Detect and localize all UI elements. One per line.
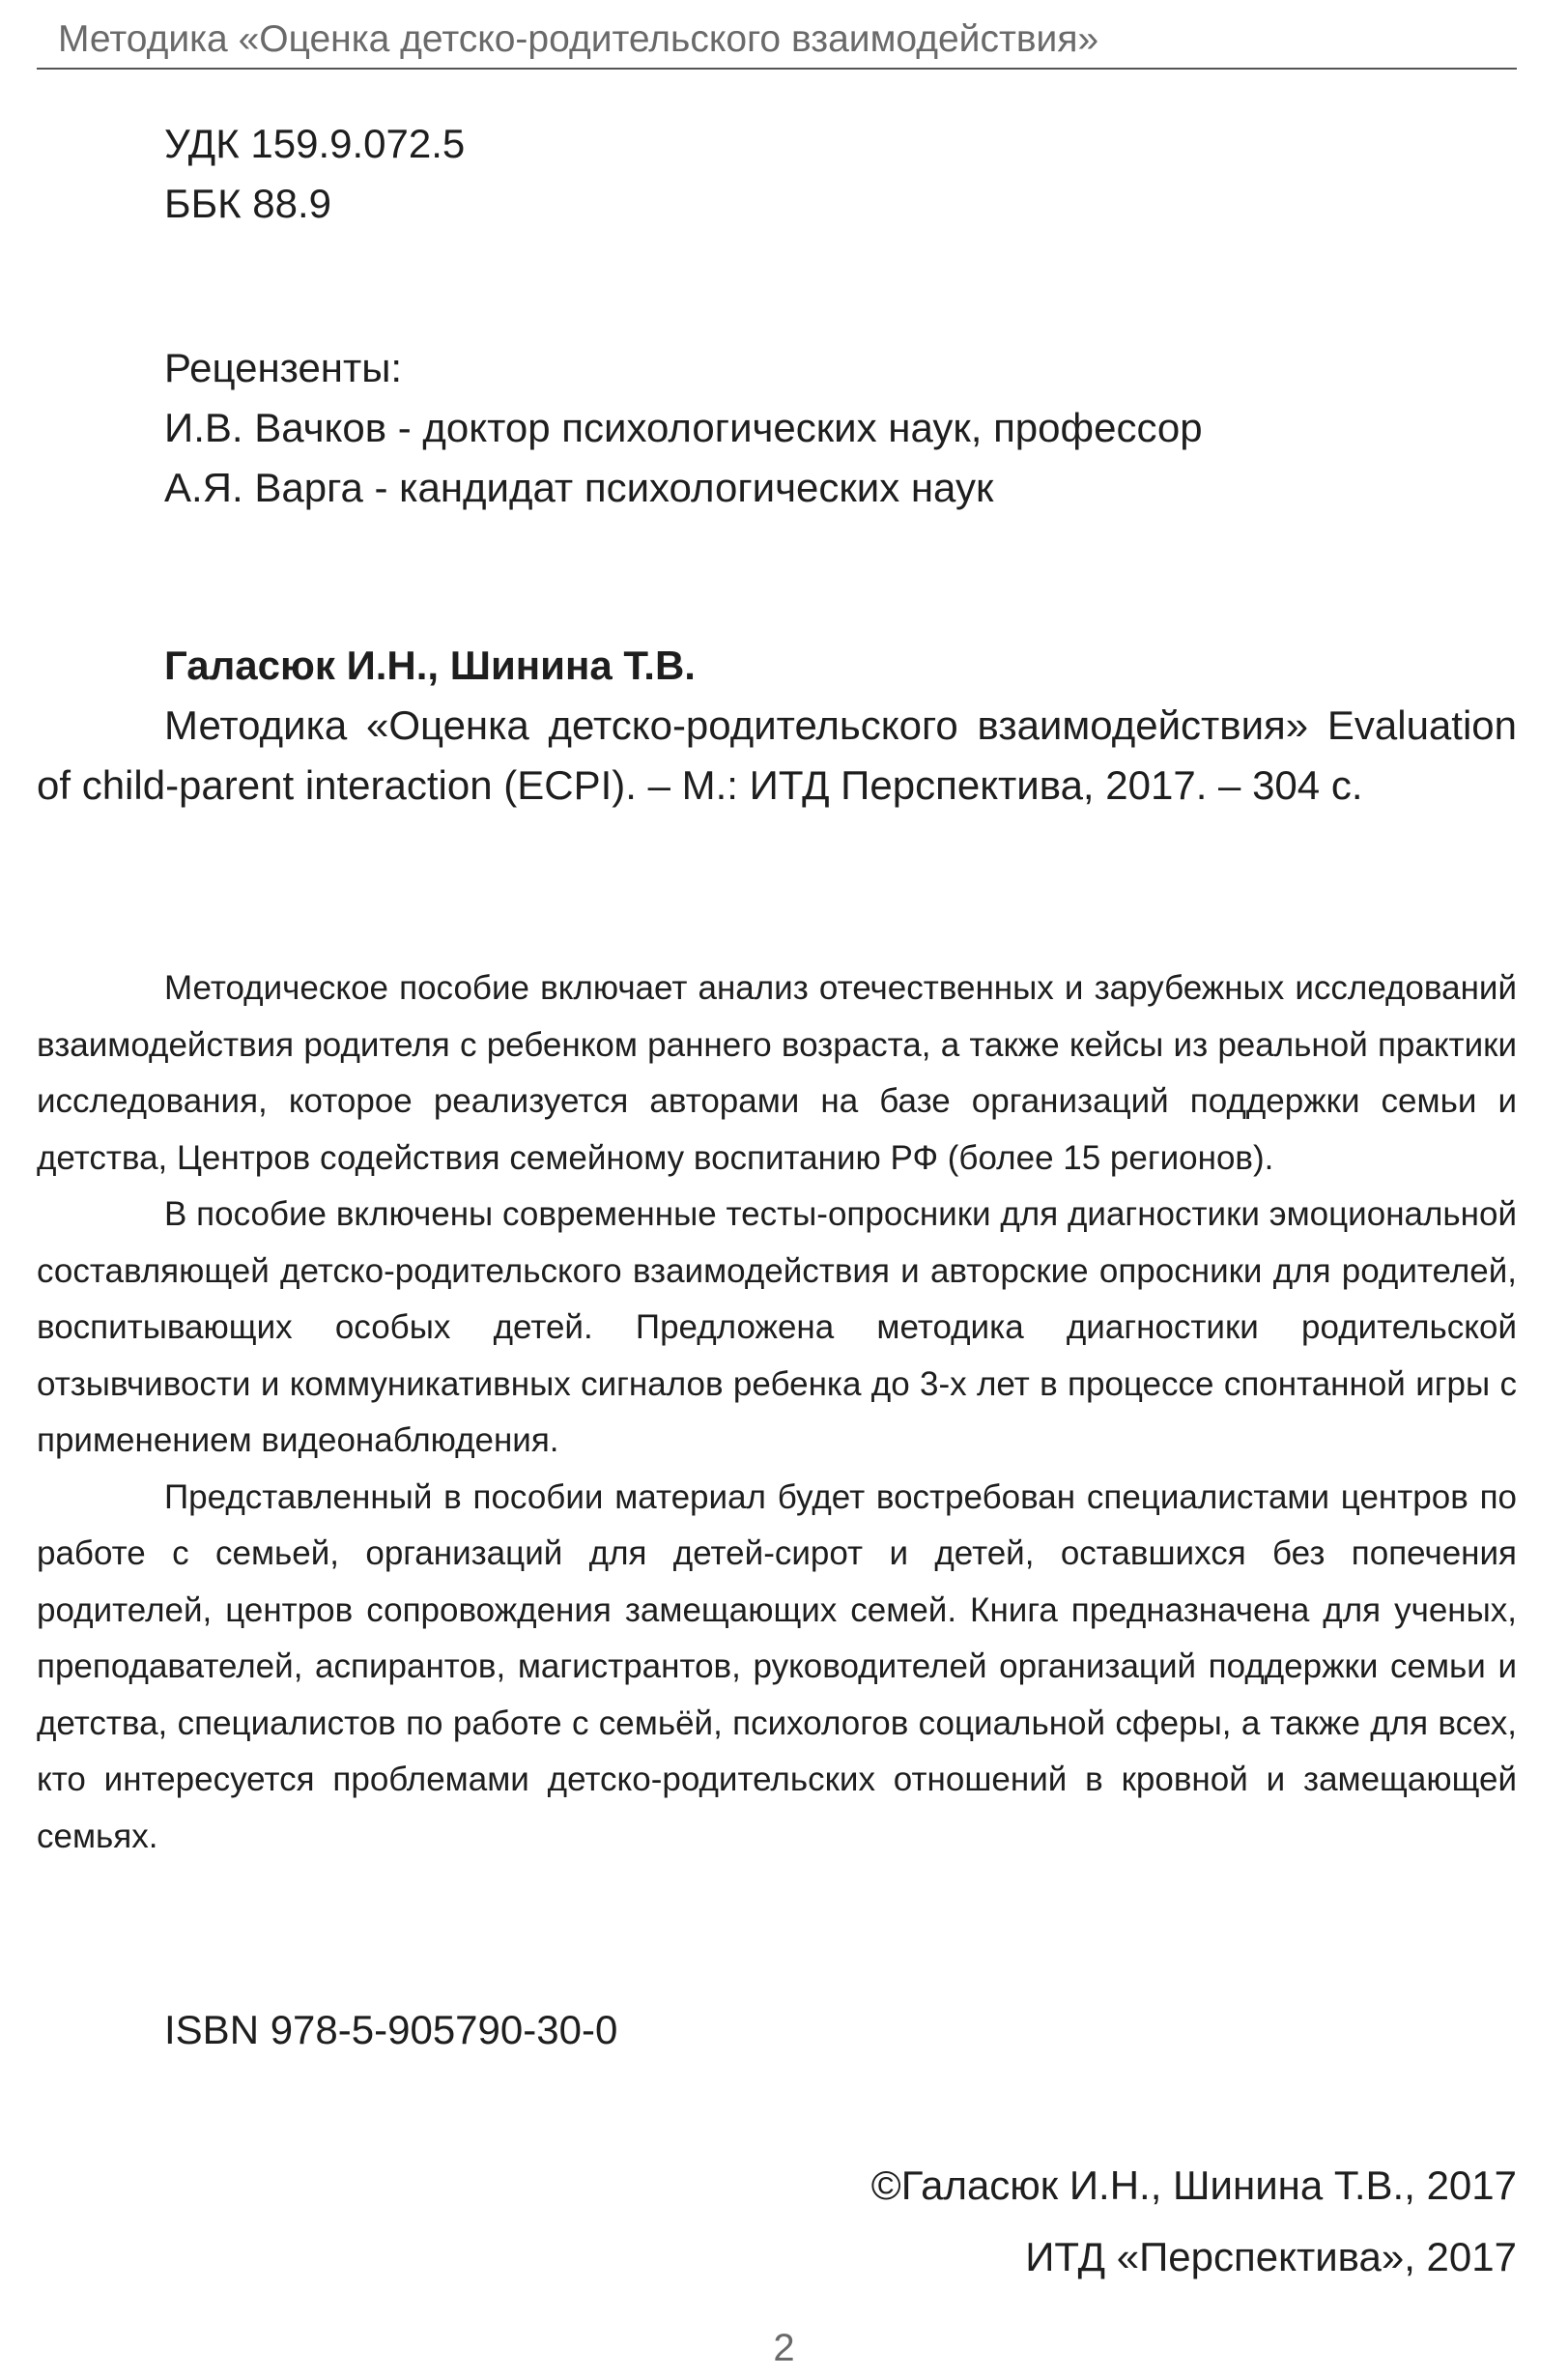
reviewer-item: А.Я. Варга - кандидат психологических наук [164, 465, 994, 510]
isbn: ISBN 978-5-905790-30-0 [164, 2007, 618, 2052]
reviewers-heading: Рецензенты: [164, 345, 403, 390]
udk-code: УДК 159.9.072.5 [164, 121, 466, 166]
running-header: Методика «Оценка детско-родительского взаимодействия» [58, 18, 1099, 60]
annotation [37, 960, 1517, 1865]
annotation-paragraph: Методическое пособие включает анализ отечественных и зарубежных исследований взаимодействия родителя с ребенком раннего возраста, а также кейсы из реальной практики исследования, которое реализуется авторами на базе организаций поддержки семьи и детства, Центров содействия семейному воспитанию РФ (более 15 регионов). [37, 969, 1517, 1177]
classification-block [164, 114, 465, 234]
annotation-paragraph: В пособие включены современные тесты-опросники для диагностики эмоциональной составляющей детско-родительского взаимодействия и авторские опросники для родителей, воспитывающих особых детей. Предложена методика диагностики родительской отзывчивости и коммуникативных сигналов ребенка до 3-х лет в процессе спонтанной игры с применением видеонаблюдения. [37, 1195, 1517, 1459]
bbk-code: ББК 88.9 [164, 181, 332, 226]
citation-authors: Галасюк И.Н., Шинина Т.В. [164, 643, 696, 688]
reviewer-item: И.В. Вачков - доктор психологических наук, профессор [164, 405, 1203, 450]
bibliographic-citation [37, 636, 1517, 816]
header-rule [37, 68, 1517, 70]
annotation-paragraph: Представленный в пособии материал будет востребован специалистами центров по работе с семьей, организаций для детей-сирот и детей, оставшихся без попечения родителей, центров сопровождения замещающих семей. Книга предназначена для ученых, преподавателей, аспирантов, магистрантов, руководителей организаций поддержки семьи и детства, специалистов по работе с семьёй, психологов социальной сферы, а также для всех, кто интересуется проблемами детско-родительских отношений в кровной и замещающей семьях. [37, 1477, 1517, 1855]
reviewers-block [164, 338, 1203, 518]
copyright-block [871, 2150, 1517, 2293]
page-number: 2 [773, 2327, 795, 2369]
copyright-authors: ©Галасюк И.Н., Шинина Т.В., 2017 [870, 2162, 1517, 2208]
copyright-publisher: ИТД «Перспектива», 2017 [1025, 2234, 1517, 2279]
citation-description: Методика «Оценка детско-родительского взаимодействия» Evaluation of child-parent interaction (ECPI). – М.: ИТД Перспектива, 2017. – 304 с. [37, 702, 1517, 808]
